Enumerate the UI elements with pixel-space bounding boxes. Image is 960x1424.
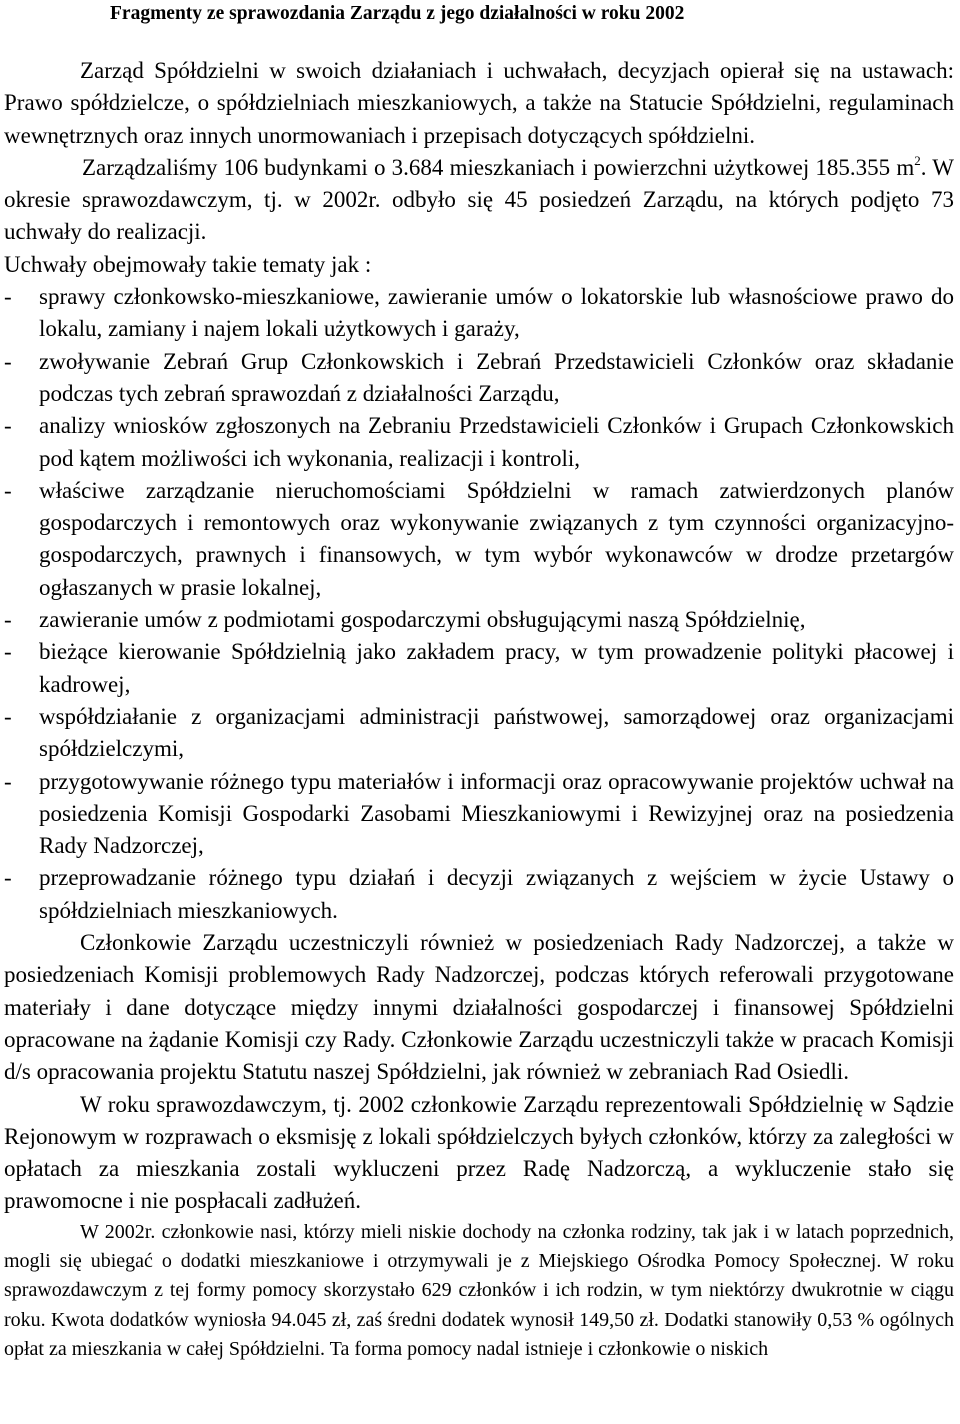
list-item bbox=[4, 862, 954, 927]
list-item-text: współdziałanie z organizacjami administracji państwowej, samorządowej oraz organizacjami spółdzielczymi, bbox=[39, 703, 954, 762]
list-item-text: analizy wniosków zgłoszonych na Zebraniu Przedstawicieli Członków i Grupach Członkowskich pod kątem możliwości ich wykonania, realizacji i kontroli, bbox=[39, 413, 954, 471]
list-item-text: przygotowywanie różnego typu materiałów i informacji oraz opracowywanie projektów uchwał na posiedzenia Komisji Gospodarki Zasobami Mieszkaniowymi i Rewizyjnej oraz na posiedzenia Rady Nadzorczej, bbox=[39, 768, 954, 859]
dash-bullet: - bbox=[4, 607, 12, 633]
paragraph-buildings bbox=[4, 152, 954, 249]
dash-bullet: - bbox=[4, 477, 12, 503]
list-item bbox=[4, 475, 954, 604]
paragraph-supervisory-board: Członkowie Zarządu uczestniczyli również w posiedzeniach Rady Nadzorczej, a także w posiedzeniach Komisji problemowych Rady Nadzorczej, podczas których referowali przygotowane materiały i dane dotyczące między innymi działalności gospodarczej i finansowej Spółdzielni opracowane na żądanie Komisji czy Rady. Członkowie Zarządu uczestniczyli także w pracach Komisji d/s opracowania projektu Statutu naszej Spółdzielni, jak również w zebraniach Rad Osiedli. bbox=[4, 930, 954, 1085]
list-item bbox=[4, 701, 954, 766]
dash-bullet: - bbox=[4, 865, 12, 891]
list-item bbox=[4, 604, 954, 636]
list-item-text: zawieranie umów z podmiotami gospodarczymi obsługującymi naszą Spółdzielnię, bbox=[39, 607, 806, 633]
document-page bbox=[4, 0, 954, 1364]
dash-bullet: - bbox=[4, 413, 12, 439]
square-superscript: 2 bbox=[914, 152, 921, 168]
list-item bbox=[4, 636, 954, 701]
paragraph-housing-allowances: W 2002r. członkowie nasi, którzy mieli niskie dochody na członka rodziny, tak jak i w latach poprzednich, mogli się ubiegać o dodatki mieszkaniowe i otrzymywali je z Miejskiego Ośrodka Pomocy Społecznej. W roku sprawozdawczym z tej formy pomocy skorzystało 629 członków i ich rodzin, w tym niektórzy dwukrotnie w ciągu roku. Kwota dodatków wyniosła 94.045 zł, zaś średni dodatek wynosił 149,50 zł. Dodatki stanowiły 0,53 % ogólnych opłat za mieszkania w całej Spółdzielni. Ta forma pomocy nadal istnieje i członkowie o niskich bbox=[4, 1220, 954, 1360]
document-title: Fragmenty ze sprawozdania Zarządu z jego działalności w roku 2002 bbox=[110, 3, 685, 24]
paragraph-legal-basis: Zarząd Spółdzielni w swoich działaniach i uchwałach, decyzjach opierał się na ustawach: Prawo spółdzielcze, o spółdzielniach mieszkaniowych, a także na Statucie Spółdzielni, regulaminach wewnętrznych oraz innych unormowaniach i przepisach dotyczących spółdzielni. bbox=[4, 58, 954, 148]
paragraph-buildings-a: Zarządzaliśmy 106 budynkami o 3.684 mieszkaniach i powierzchni użytkowej 185.355 m bbox=[82, 154, 915, 180]
dash-bullet: - bbox=[4, 768, 12, 794]
list-item bbox=[4, 281, 954, 346]
dash-bullet: - bbox=[4, 348, 12, 374]
dash-bullet: - bbox=[4, 703, 12, 729]
list-item-text: właściwe zarządzanie nieruchomościami Spółdzielni w ramach zatwierdzonych planów gospodarczych i remontowych oraz wykonywanie związanych z tym czynności organizacyjno-gospodarczych, prawnych i finansowych, w tym wybór wykonawców w drodze przetargów ogłaszanych w prasie lokalnej, bbox=[39, 477, 954, 600]
list-item-text: sprawy członkowsko-mieszkaniowe, zawieranie umów o lokatorskie lub własnościowe prawo do lokalu, zamiany i najem lokali użytkowych i garaży, bbox=[39, 284, 954, 342]
list-item-text: zwoływanie Zebrań Grup Członkowskich i Zebrań Przedstawicieli Członków oraz składanie podczas tych zebrań sprawozdań z działalności Zarządu, bbox=[39, 348, 954, 406]
paragraph-buildings-b: . W okresie sprawozdawczym, tj. w 2002r. odbyło się 45 posiedzeń Zarządu, na których podjęto 73 uchwały do realizacji. bbox=[4, 154, 954, 245]
resolutions-list bbox=[4, 281, 954, 927]
list-item bbox=[4, 346, 954, 411]
list-item bbox=[4, 410, 954, 475]
list-item-text: bieżące kierowanie Spółdzielnią jako zakładem pracy, w tym prowadzenie polityki płacowej i kadrowej, bbox=[39, 639, 954, 697]
list-intro: Uchwały obejmowały takie tematy jak : bbox=[4, 251, 372, 277]
list-item bbox=[4, 766, 954, 863]
dash-bullet: - bbox=[4, 639, 12, 665]
paragraph-court-representation: W roku sprawozdawczym, tj. 2002 członkowie Zarządu reprezentowali Spółdzielnię w Sądzie Rejonowym w rozprawach o eksmisję z lokali spółdzielczych byłych członków, którzy za zaległości w opłatach za mieszkania zostali wykluczeni przez Radę Nadzorczą, a wykluczenie stało się prawomocne i nie pospłacali zadłużeń. bbox=[4, 1091, 954, 1214]
list-item-text: przeprowadzanie różnego typu działań i decyzji związanych z wejściem w życie Ustawy o spółdzielniach mieszkaniowych. bbox=[39, 865, 954, 923]
dash-bullet: - bbox=[4, 284, 12, 310]
